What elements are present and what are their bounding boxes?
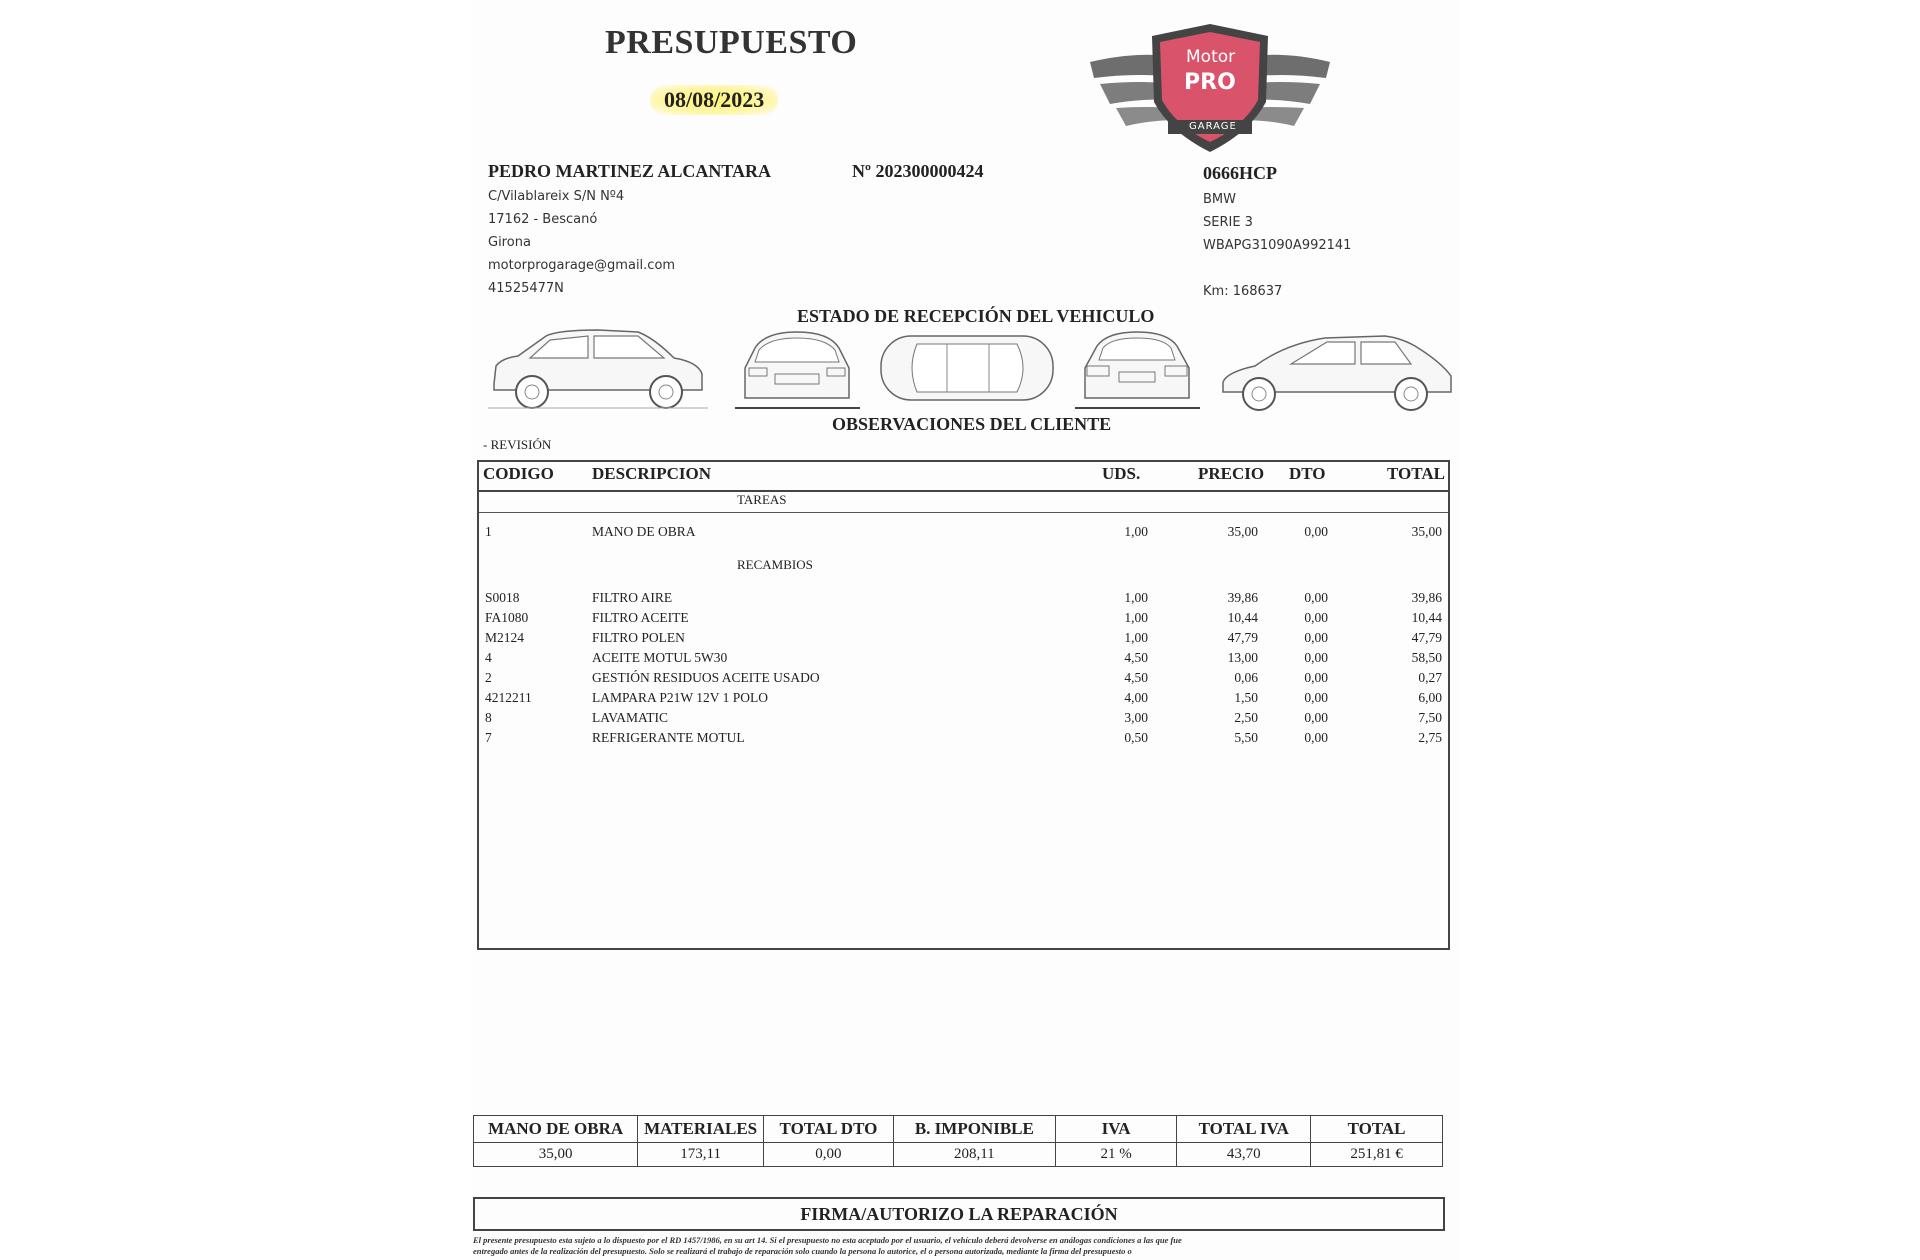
observations-heading: OBSERVACIONES DEL CLIENTE [832, 414, 1112, 434]
cell-uds: 4,50 [1124, 670, 1148, 685]
logo-motor-text: Motor [1186, 47, 1236, 67]
header-codigo: CODIGO [483, 464, 554, 483]
totals-value-b-imponible: 208,11 [893, 1142, 1055, 1166]
cell-code: 8 [485, 710, 492, 725]
cell-dto: 0,00 [1304, 630, 1328, 645]
cell-total: 0,27 [1418, 670, 1442, 685]
client-nif: 41525477N [488, 281, 564, 296]
cell-total: 35,00 [1411, 524, 1442, 539]
cell-code: 7 [485, 730, 492, 745]
header-descripcion: DESCRIPCION [592, 464, 712, 483]
vehicle-vin: WBAPG31090A992141 [1203, 238, 1352, 253]
totals-header-total-iva: TOTAL IVA [1177, 1116, 1311, 1143]
legal-notice [473, 1235, 1443, 1257]
cell-desc: FILTRO POLEN [592, 630, 685, 645]
document-title: PRESUPUESTO [605, 24, 858, 61]
table-row [479, 730, 1448, 750]
cell-code: M2124 [485, 630, 525, 645]
cell-total: 10,44 [1411, 610, 1442, 625]
reception-heading: ESTADO DE RECEPCIÓN DEL VEHICULO [797, 306, 1155, 326]
cell-total: 58,50 [1411, 650, 1442, 665]
cell-dto: 0,00 [1304, 610, 1328, 625]
totals-value-mano-obra: 35,00 [474, 1142, 638, 1166]
car-front-diagram [735, 328, 860, 412]
table-row [479, 590, 1448, 610]
cell-uds: 0,50 [1124, 730, 1148, 745]
cell-uds: 1,00 [1124, 610, 1148, 625]
items-table-header [479, 462, 1448, 492]
header-dto: DTO [1289, 464, 1326, 483]
cell-code: FA1080 [485, 610, 529, 625]
table-row [479, 610, 1448, 630]
car-side-right-diagram [1215, 332, 1460, 414]
totals-header-total: TOTAL [1311, 1116, 1443, 1143]
vehicle-model: SERIE 3 [1203, 215, 1253, 230]
totals-header-row [474, 1116, 1443, 1143]
logo-pro-text: PRO [1184, 70, 1236, 95]
observations-text: - REVISIÓN [483, 437, 552, 452]
cell-dto: 0,00 [1304, 590, 1328, 605]
header-precio: PRECIO [1198, 464, 1265, 483]
cell-uds: 4,50 [1124, 650, 1148, 665]
totals-header-iva: IVA [1055, 1116, 1177, 1143]
cell-uds: 1,00 [1124, 590, 1148, 605]
cell-desc: FILTRO ACEITE [592, 610, 689, 625]
cell-desc: LAVAMATIC [592, 710, 669, 725]
car-side-left-diagram [488, 328, 708, 412]
totals-header-materiales: MATERIALES [638, 1116, 764, 1143]
cell-dto: 0,00 [1304, 524, 1328, 539]
totals-value-row [474, 1142, 1443, 1166]
cell-price: 0,06 [1234, 670, 1258, 685]
vehicle-brand: BMW [1203, 192, 1236, 207]
cell-dto: 0,00 [1304, 690, 1328, 705]
totals-value-total: 251,81 € [1311, 1142, 1443, 1166]
items-table [477, 460, 1450, 950]
tasks-section-label: TAREAS [737, 492, 787, 507]
vehicle-plate: 0666HCP [1203, 163, 1277, 183]
tasks-section-rule [479, 512, 1448, 513]
cell-price: 39,86 [1227, 590, 1258, 605]
cell-dto: 0,00 [1304, 670, 1328, 685]
cell-price: 2,50 [1234, 710, 1258, 725]
cell-dto: 0,00 [1304, 710, 1328, 725]
document-date: 08/08/2023 [650, 85, 778, 115]
parts-section-label: RECAMBIOS [737, 557, 813, 572]
cell-total: 7,50 [1418, 710, 1442, 725]
client-city: Girona [488, 235, 531, 250]
legal-line-2: entregado antes de la realización del presupuesto. Solo se realizará el trabajo de reparación solo cuando la persona lo autorice, el o persona autorizada, mediante la firma del presupuesto o [473, 1246, 1132, 1256]
cell-price: 35,00 [1227, 524, 1258, 539]
cell-code: 2 [485, 670, 492, 685]
totals-value-iva: 21 % [1055, 1142, 1177, 1166]
cell-desc: REFRIGERANTE MOTUL [592, 730, 745, 745]
cell-code: 4212211 [485, 690, 532, 705]
cell-desc: ACEITE MOTUL 5W30 [592, 650, 728, 665]
table-row [479, 630, 1448, 650]
cell-price: 10,44 [1227, 610, 1258, 625]
client-postal: 17162 - Bescanó [488, 212, 598, 227]
totals-header-mano-obra: MANO DE OBRA [474, 1116, 638, 1143]
cell-price: 47,79 [1227, 630, 1258, 645]
document-number: Nº 202300000424 [852, 161, 984, 181]
table-row [479, 670, 1448, 690]
signature-box[interactable]: FIRMA/AUTORIZO LA REPARACIÓN [473, 1197, 1445, 1231]
cell-total: 39,86 [1411, 590, 1442, 605]
table-row [479, 650, 1448, 670]
table-row [479, 710, 1448, 730]
cell-code: 1 [485, 524, 492, 539]
cell-dto: 0,00 [1304, 730, 1328, 745]
header-uds: UDS. [1102, 464, 1141, 483]
client-address: C/Vilablareix S/N Nº4 [488, 189, 625, 204]
cell-uds: 3,00 [1124, 710, 1148, 725]
header-total: TOTAL [1387, 464, 1445, 483]
table-row [479, 524, 1448, 544]
vehicle-km: Km: 168637 [1203, 284, 1283, 299]
cell-total: 47,79 [1411, 630, 1442, 645]
cell-uds: 1,00 [1124, 524, 1148, 539]
cell-price: 13,00 [1227, 650, 1258, 665]
client-email: motorprogarage@gmail.com [488, 258, 676, 273]
cell-uds: 4,00 [1124, 690, 1148, 705]
cell-desc: FILTRO AIRE [592, 590, 673, 605]
cell-total: 2,75 [1418, 730, 1442, 745]
totals-table [473, 1115, 1443, 1167]
cell-dto: 0,00 [1304, 650, 1328, 665]
client-name: PEDRO MARTINEZ ALCANTARA [488, 161, 772, 181]
totals-header-b-imponible: B. IMPONIBLE [893, 1116, 1055, 1143]
totals-value-materiales: 173,11 [638, 1142, 764, 1166]
cell-desc: GESTIÓN RESIDUOS ACEITE USADO [592, 670, 820, 685]
totals-value-total-iva: 43,70 [1177, 1142, 1311, 1166]
totals-value-total-dto: 0,00 [764, 1142, 894, 1166]
cell-price: 5,50 [1234, 730, 1258, 745]
motor-pro-logo [1080, 20, 1340, 160]
cell-code: S0018 [485, 590, 520, 605]
cell-total: 6,00 [1418, 690, 1442, 705]
cell-desc: MANO DE OBRA [592, 524, 696, 539]
car-top-diagram [877, 330, 1057, 406]
cell-price: 1,50 [1234, 690, 1258, 705]
legal-line-1: El presente presupuesto esta sujeto a lo dispuesto por el RD 1457/1986, en su art 14. Si el presupuesto no esta aceptado por el usuario, el vehículo deberá devolverse en análogas condiciones a las que fue [473, 1235, 1182, 1245]
cell-code: 4 [485, 650, 492, 665]
car-rear-diagram [1075, 328, 1200, 412]
table-row [479, 690, 1448, 710]
logo-garage-text: GARAGE [1189, 121, 1237, 132]
cell-uds: 1,00 [1124, 630, 1148, 645]
cell-desc: LAMPARA P21W 12V 1 POLO [592, 690, 769, 705]
totals-header-total-dto: TOTAL DTO [764, 1116, 894, 1143]
